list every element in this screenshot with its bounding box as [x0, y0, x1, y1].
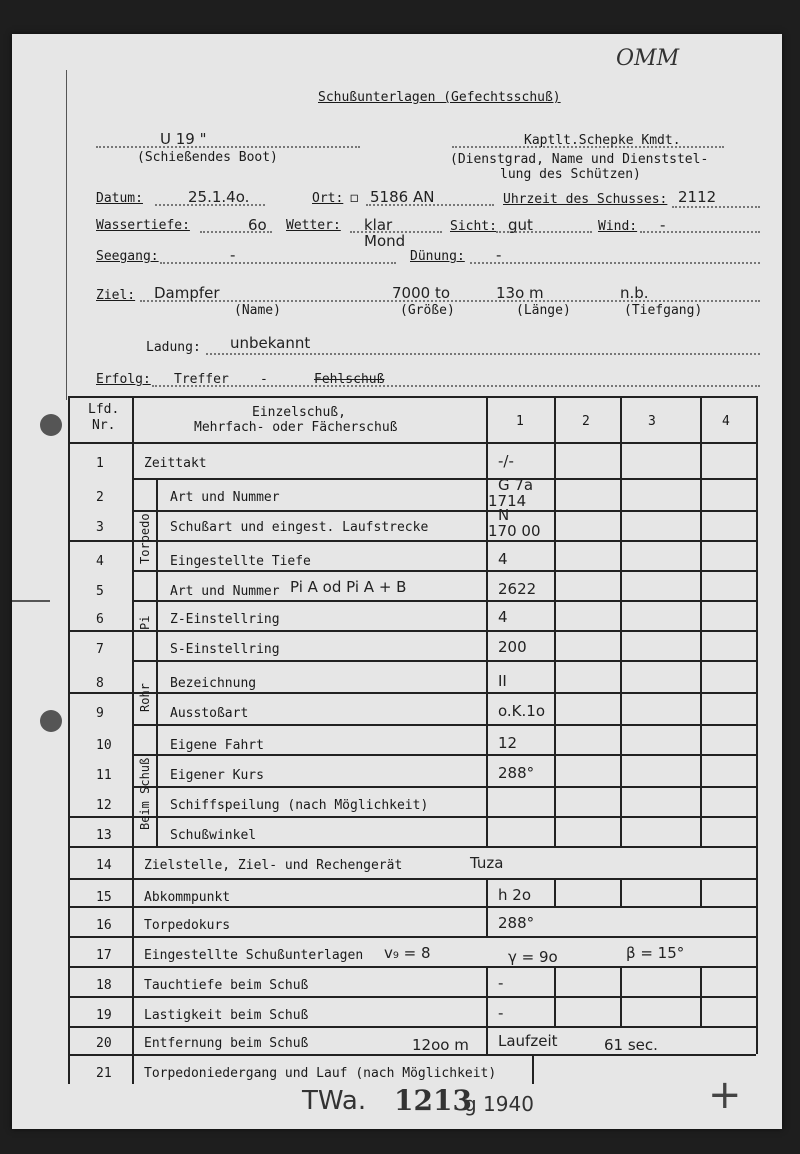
row-value-1b: 1714: [488, 492, 527, 510]
ort-value: 5186 AN: [370, 188, 435, 206]
row-value-3: β = 15°: [626, 944, 685, 962]
margin-line: [66, 70, 67, 400]
duenung-value: -: [496, 246, 502, 264]
row-value-1: v₉ = 8: [384, 944, 431, 962]
punch-hole: [40, 710, 62, 732]
row-number: 2: [96, 490, 104, 505]
group-pi: Pi: [138, 615, 152, 630]
row-value-1: -/-: [498, 452, 514, 470]
stamp-number: 1213: [394, 1084, 472, 1117]
row-number: 19: [96, 1008, 112, 1023]
row-value-1: 288°: [498, 914, 535, 932]
uhrzeit-value: 2112: [678, 188, 717, 206]
col-desc-label-1: Einzelschuß,: [252, 405, 346, 420]
row-number: 7: [96, 642, 104, 657]
row-value-1b: 170 00: [488, 522, 541, 540]
row-label: Abkommpunkt: [144, 890, 231, 905]
row-number: 15: [96, 890, 112, 905]
row-value-1: -: [498, 1004, 504, 1022]
row-value-2: γ = 9o: [508, 948, 558, 966]
row-value-1: o.K.1o: [498, 702, 546, 720]
row-number: 17: [96, 948, 112, 963]
col-3-label: 3: [648, 414, 656, 429]
row-number: 11: [96, 768, 112, 783]
col-desc-label-2: Mehrfach- oder Fächerschuß: [194, 420, 398, 435]
group-beim-schuss: Beim Schuß: [138, 757, 152, 830]
row-number: 20: [96, 1036, 112, 1051]
row-label: Ausstoßart: [170, 706, 249, 721]
row-label: Schiffspeilung (nach Möglichkeit): [170, 798, 429, 813]
row-value-1: -: [498, 974, 504, 992]
row-label: Torpedoniedergang und Lauf (nach Möglichkeit): [144, 1066, 497, 1081]
row-label: Tauchtiefe beim Schuß: [144, 978, 309, 993]
erfolg-dash: -: [260, 372, 268, 387]
row-label: Lastigkeit beim Schuß: [144, 1008, 309, 1023]
row-note: Pi A od Pi A + B: [290, 578, 407, 596]
row-number: 9: [96, 706, 104, 721]
group-rohr: Rohr: [138, 683, 152, 712]
col-nr-label-2: Nr.: [92, 418, 116, 433]
row-number: 13: [96, 828, 112, 843]
row-number: 16: [96, 918, 112, 933]
row-value-1: Laufzeit: [498, 1032, 558, 1050]
row-label: Torpedokurs: [144, 918, 231, 933]
commander-label-1: (Dienstgrad, Name und Dienststel-: [450, 152, 709, 167]
erfolg-fehlschuss: Fehlschuß: [314, 372, 385, 387]
row-label: Eigene Fahrt: [170, 738, 264, 753]
datum-value: 25.1.4o.: [188, 188, 250, 206]
boat-value: U 19 ": [160, 130, 207, 148]
row-value-1: G 7a: [498, 476, 534, 494]
row-number: 14: [96, 858, 112, 873]
row-number: 5: [96, 584, 104, 599]
row-number: 4: [96, 554, 104, 569]
row-label: Bezeichnung: [170, 676, 257, 691]
row-value-1: h 2o: [498, 886, 531, 904]
wetter-value-1: klar: [364, 216, 393, 234]
row-value-1: 4: [498, 608, 508, 626]
sicht-label: Sicht:: [450, 219, 497, 234]
ladung-value: unbekannt: [230, 334, 311, 352]
ziel-size-value: 7000 to: [392, 284, 451, 302]
ziel-size-label: (Größe): [400, 303, 455, 318]
row-label: Schußwinkel: [170, 828, 257, 843]
group-torpedo: Torpedo: [138, 513, 152, 564]
ziel-length-label: (Länge): [516, 303, 571, 318]
ziel-draft-label: (Tiefgang): [624, 303, 703, 318]
col-1-label: 1: [516, 414, 524, 429]
duenung-label: Dünung:: [410, 249, 465, 264]
wetter-value-2: Mond: [364, 232, 406, 250]
row-label: Zeittakt: [144, 456, 207, 471]
ziel-draft-value: n.b.: [620, 284, 649, 302]
erfolg-treffer: Treffer: [174, 372, 229, 387]
fold-mark: [12, 600, 50, 602]
row-number: 6: [96, 612, 104, 627]
row-label: Zielstelle, Ziel- und Rechengerät: [144, 858, 403, 873]
row-value-1: Tuza: [470, 854, 504, 872]
ziel-name-value: Dampfer: [154, 284, 220, 302]
row-value-1: 4: [498, 550, 508, 568]
ziel-length-value: 13o m: [496, 284, 544, 302]
row-label: Eingestellte Tiefe: [170, 554, 311, 569]
row-label: Eigener Kurs: [170, 768, 264, 783]
row-label: Schußart und eingest. Laufstrecke: [170, 520, 429, 535]
row-label: Art und Nummer: [170, 584, 280, 599]
row-value-0: 12oo m: [412, 1036, 469, 1054]
stamp-suffix: g 1940: [464, 1092, 534, 1116]
row-number: 3: [96, 520, 104, 535]
row-number: 8: [96, 676, 104, 691]
uhrzeit-label: Uhrzeit des Schusses:: [503, 192, 668, 207]
row-value-2: 61 sec.: [604, 1036, 658, 1054]
col-4-label: 4: [722, 414, 730, 429]
row-value-1: 12: [498, 734, 518, 752]
ladung-label: Ladung:: [146, 340, 201, 355]
col-2-label: 2: [582, 414, 590, 429]
commander-label-2: lung des Schützen): [500, 167, 641, 182]
row-label: Entfernung beim Schuß: [144, 1036, 309, 1051]
row-label: Z-Einstellring: [170, 612, 280, 627]
ziel-label: Ziel:: [96, 288, 136, 303]
row-label: S-Einstellring: [170, 642, 280, 657]
row-value-1: II: [498, 672, 507, 690]
signature-mark: OMM: [616, 46, 680, 71]
row-number: 10: [96, 738, 112, 753]
boat-label: (Schießendes Boot): [137, 150, 278, 165]
cross-mark: +: [708, 1072, 742, 1118]
row-value-1: 288°: [498, 764, 535, 782]
ziel-name-label: (Name): [234, 303, 281, 318]
stamp-prefix: TWa.: [302, 1086, 367, 1116]
row-value-1: 200: [498, 638, 527, 656]
erfolg-label: Erfolg:: [96, 372, 151, 387]
datum-label: Datum:: [96, 191, 143, 206]
grid-square-icon: ◻: [350, 190, 359, 206]
row-label: Art und Nummer: [170, 490, 280, 505]
row-label: Eingestellte Schußunterlagen: [144, 948, 364, 963]
col-nr-label-1: Lfd.: [88, 402, 120, 417]
punch-hole: [40, 414, 62, 436]
commander-value: Kaptlt.Schepke Kmdt.: [524, 133, 681, 148]
wassertiefe-value: 6o: [248, 216, 267, 234]
row-value-1: 2622: [498, 580, 537, 598]
wind-label: Wind:: [598, 219, 638, 234]
wetter-label: Wetter:: [286, 218, 341, 233]
wassertiefe-label: Wassertiefe:: [96, 218, 190, 233]
row-value-1: N: [498, 506, 510, 524]
row-number: 18: [96, 978, 112, 993]
ort-label: Ort:: [312, 191, 344, 206]
seegang-label: Seegang:: [96, 249, 159, 264]
sicht-value: gut: [508, 216, 533, 234]
row-number: 21: [96, 1066, 112, 1081]
row-number: 12: [96, 798, 112, 813]
seegang-value: -: [230, 246, 236, 264]
row-number: 1: [96, 456, 104, 471]
document-title: Schußunterlagen (Gefechtsschuß): [318, 90, 561, 105]
wind-value: -: [660, 216, 666, 234]
